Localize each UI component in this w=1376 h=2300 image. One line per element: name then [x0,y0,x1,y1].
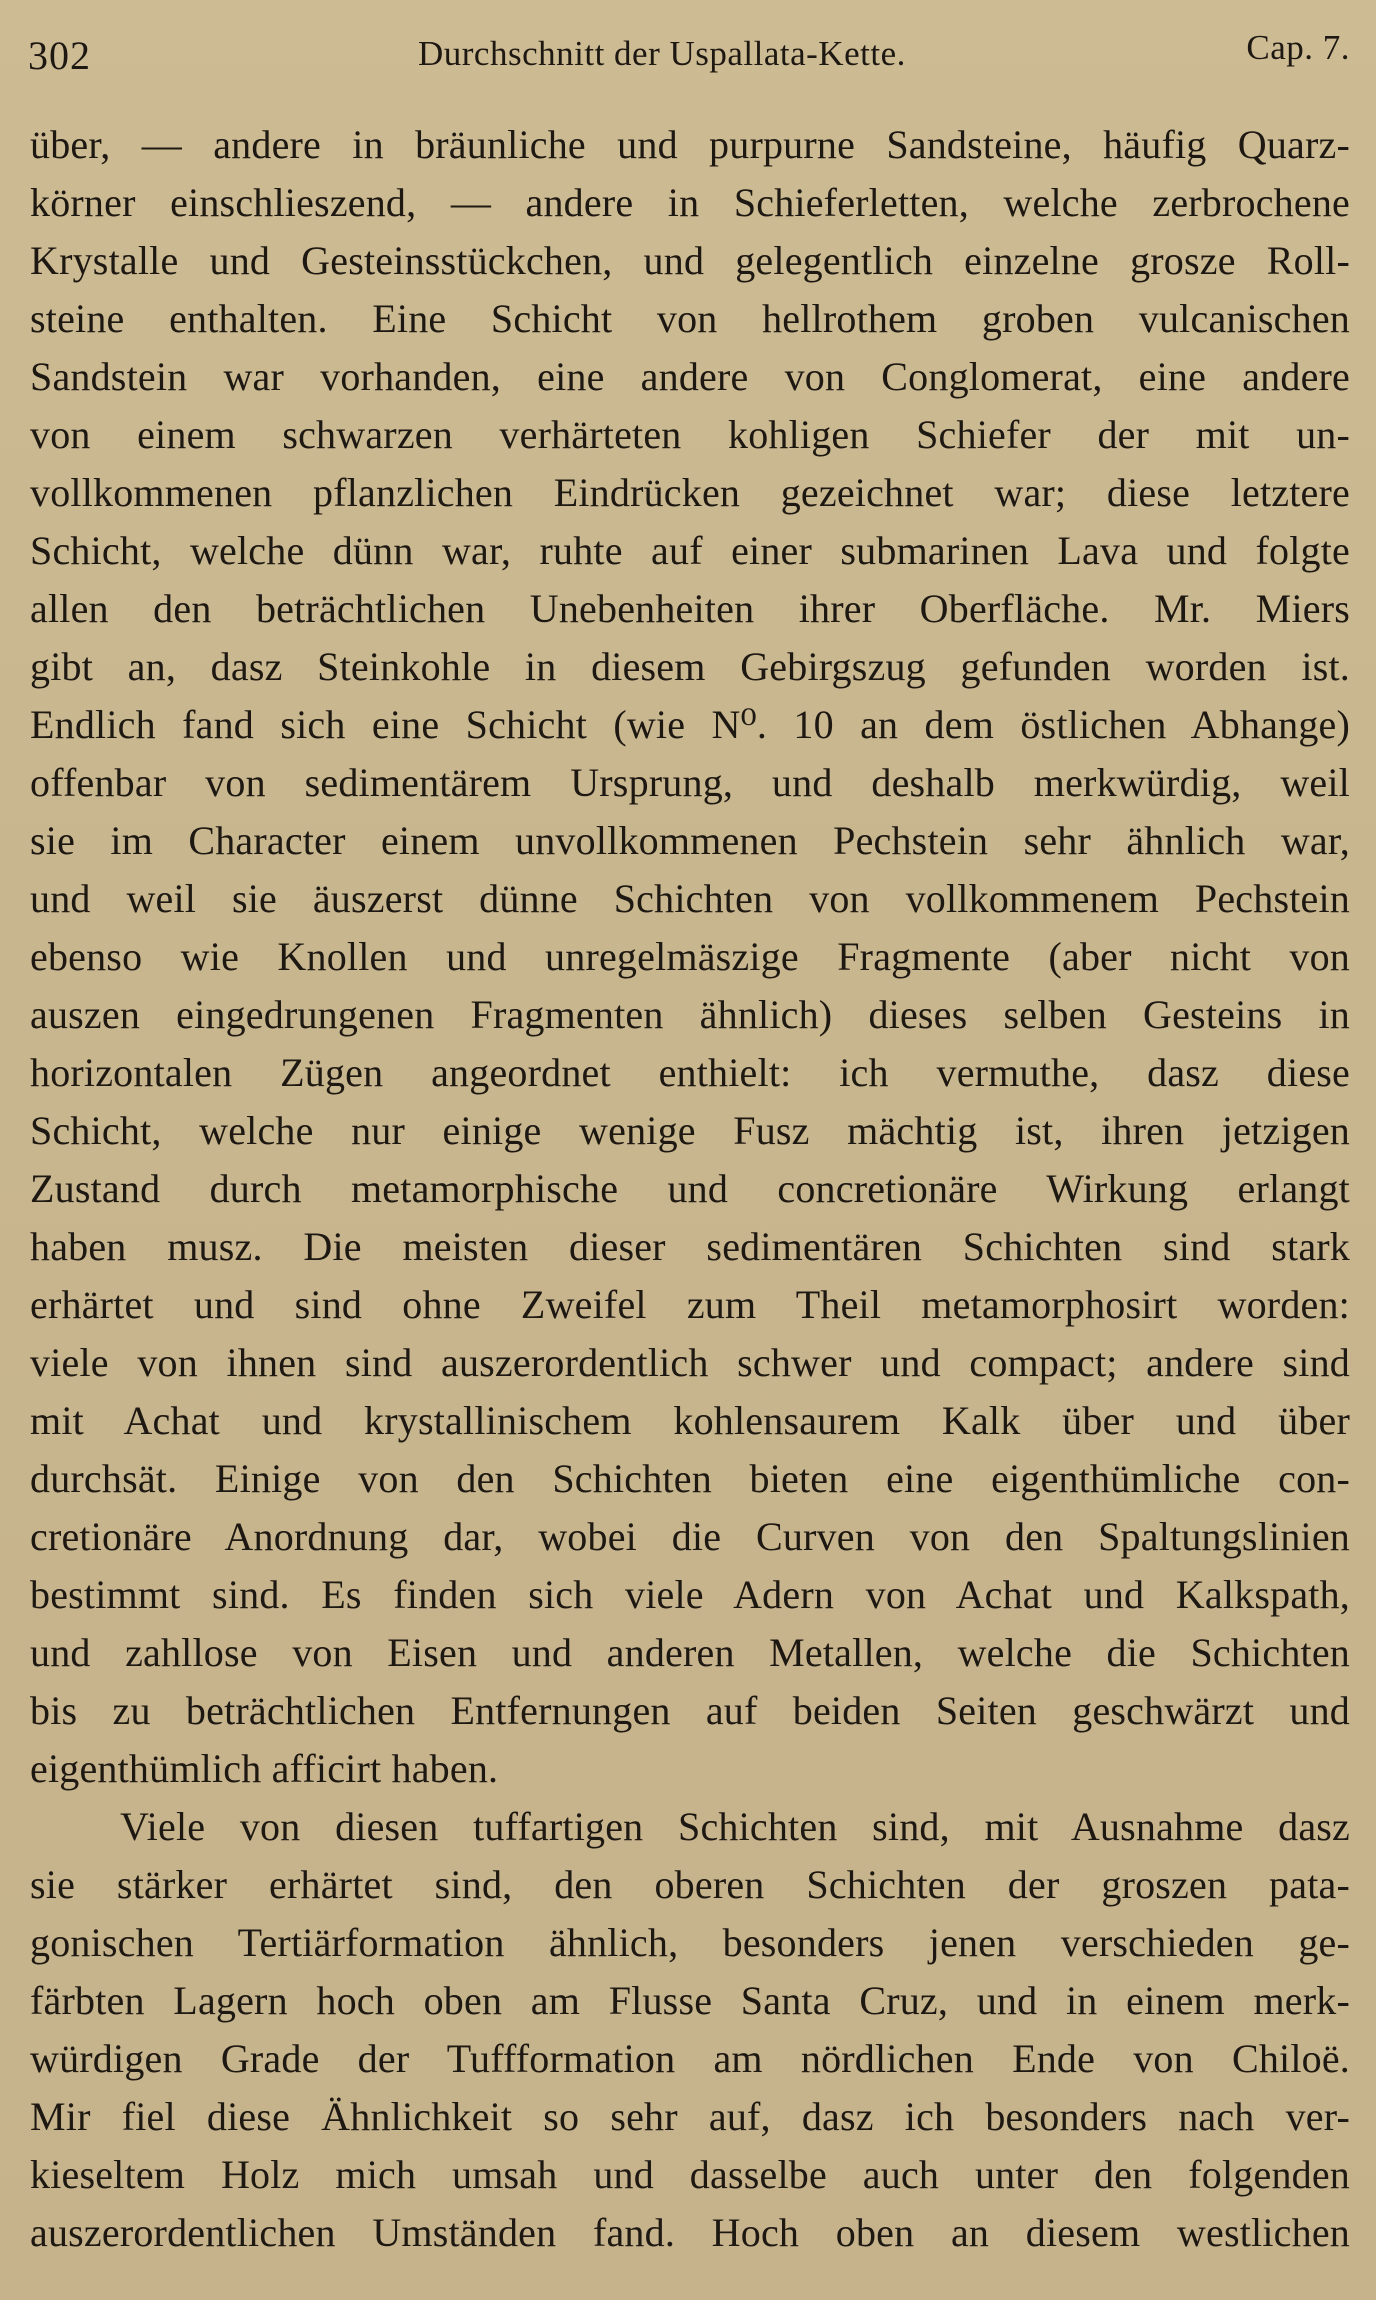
text-line: durchsät. Einige von den Schichten bieten eine eigenthümliche con- [30,1456,1350,1501]
text-line: auszerordentlichen Umständen fand. Hoch oben an diesem westlichen [30,2210,1350,2255]
text-line: sie stärker erhärtet sind, den oberen Schichten der groszen pata- [30,1862,1350,1907]
body-text [30,116,1350,2262]
chapter-label: Cap. 7. [1246,28,1350,67]
text-line: gibt an, dasz Steinkohle in diesem Gebirgszug gefunden worden ist. [30,644,1350,689]
text-line: mit Achat und krystallinischem kohlensaurem Kalk über und über [30,1398,1350,1443]
paragraph-1 [30,116,1350,1798]
text-line: Endlich fand sich eine Schicht (wie N⁰. 10 an dem östlichen Abhange) [30,702,1350,747]
text-line: Schicht, welche nur einige wenige Fusz mächtig ist, ihren jetzigen [30,1108,1350,1153]
text-line: eigenthümlich afficirt haben. [30,1746,499,1791]
page-header [28,28,1350,88]
text-line: bestimmt sind. Es finden sich viele Adern von Achat und Kalkspath, [30,1572,1350,1617]
text-line: viele von ihnen sind auszerordentlich schwer und compact; andere sind [30,1340,1350,1385]
text-line: horizontalen Zügen angeordnet enthielt: ich vermuthe, dasz diese [30,1050,1350,1095]
text-line: sie im Character einem unvollkommenen Pechstein sehr ähnlich war, [30,818,1350,863]
text-line: würdigen Grade der Tuffformation am nördlichen Ende von Chiloë. [30,2036,1350,2081]
text-line: erhärtet und sind ohne Zweifel zum Theil metamorphosirt worden: [30,1282,1350,1327]
text-line: über, — andere in bräunliche und purpurne Sandsteine, häufig Quarz- [30,122,1350,167]
page-number: 302 [28,33,91,78]
text-line: gonischen Tertiärformation ähnlich, besonders jenen verschieden ge- [30,1920,1350,1965]
text-line: Zustand durch metamorphische und concretionäre Wirkung erlangt [30,1166,1350,1211]
text-line: auszen eingedrungenen Fragmenten ähnlich) dieses selben Gesteins in [30,992,1350,1037]
text-line: Schicht, welche dünn war, ruhte auf einer submarinen Lava und folgte [30,528,1350,573]
text-line: und weil sie äuszerst dünne Schichten von vollkommenem Pechstein [30,876,1350,921]
text-line: Viele von diesen tuffartigen Schichten sind, mit Ausnahme dasz [120,1804,1350,1849]
text-line: bis zu beträchtlichen Entfernungen auf beiden Seiten geschwärzt und [30,1688,1350,1733]
text-line: Sandstein war vorhanden, eine andere von Conglomerat, eine andere [30,354,1350,399]
text-line: Mir fiel diese Ähnlichkeit so sehr auf, dasz ich besonders nach ver- [30,2094,1350,2139]
text-line: und zahllose von Eisen und anderen Metallen, welche die Schichten [30,1630,1350,1675]
text-line: cretionäre Anordnung dar, wobei die Curven von den Spaltungslinien [30,1514,1350,1559]
text-line: von einem schwarzen verhärteten kohligen Schiefer der mit un- [30,412,1350,457]
text-line: körner einschlieszend, — andere in Schieferletten, welche zerbrochene [30,180,1350,225]
paragraph-2 [30,1798,1350,2262]
text-line: vollkommenen pflanzlichen Eindrücken gezeichnet war; diese letztere [30,470,1350,515]
text-line: steine enthalten. Eine Schicht von hellrothem groben vulcanischen [30,296,1350,341]
text-line: haben musz. Die meisten dieser sedimentären Schichten sind stark [30,1224,1350,1269]
text-line: färbten Lagern hoch oben am Flusse Santa Cruz, und in einem merk- [30,1978,1350,2023]
running-title: Durchschnitt der Uspallata-Kette. [418,34,906,73]
text-line: ebenso wie Knollen und unregelmäszige Fragmente (aber nicht von [30,934,1350,979]
text-line: allen den beträchtlichen Unebenheiten ihrer Oberfläche. Mr. Miers [30,586,1350,631]
text-line: offenbar von sedimentärem Ursprung, und deshalb merkwürdig, weil [30,760,1350,805]
text-line: kieseltem Holz mich umsah und dasselbe auch unter den folgenden [30,2152,1350,2197]
text-line: Krystalle und Gesteinsstückchen, und gelegentlich einzelne grosze Roll- [30,238,1350,283]
